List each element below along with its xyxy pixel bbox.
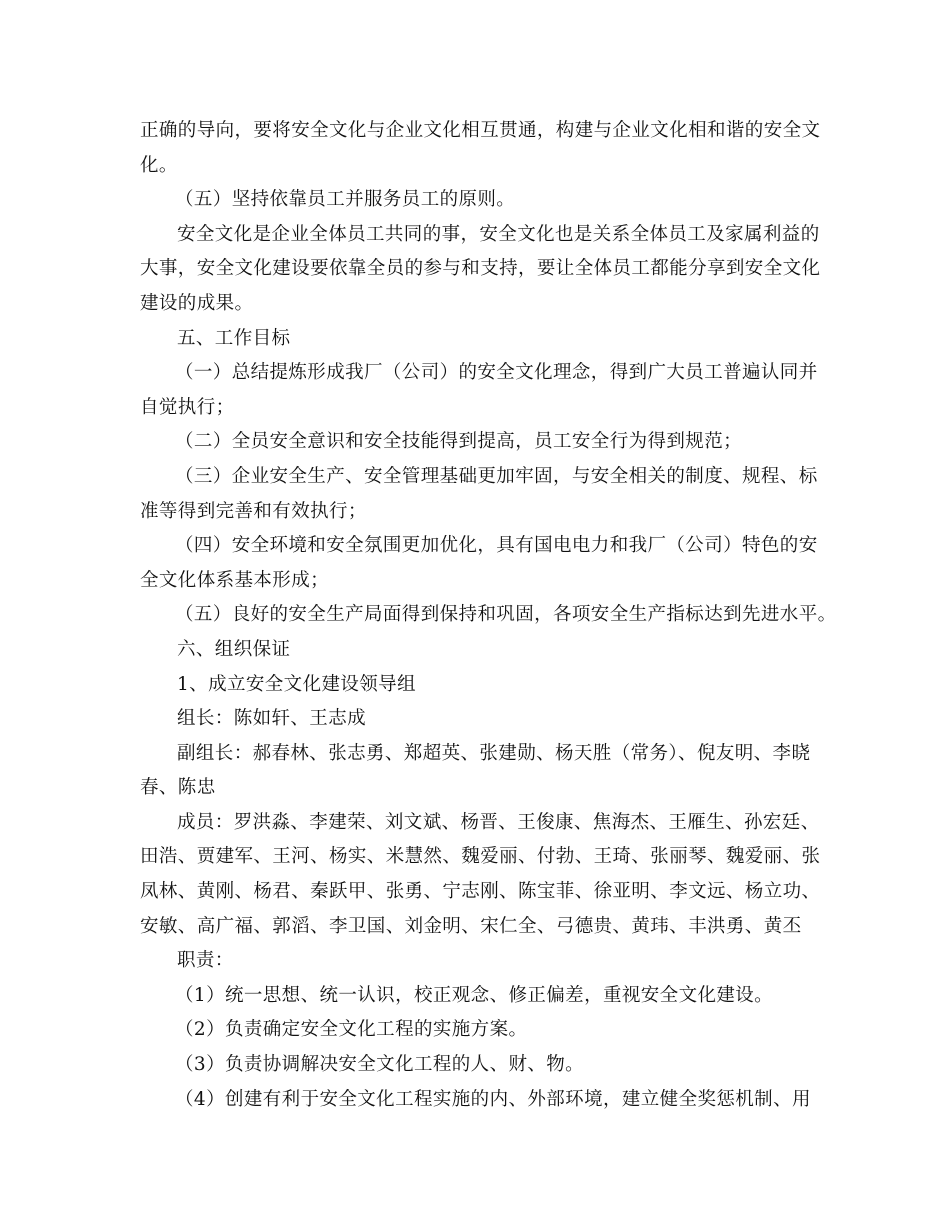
goal-item: （一）总结提炼形成我厂（公司）的安全文化理念，得到广大员工普遍认同并 bbox=[175, 362, 818, 384]
duty-item: （2）负责确定安全文化工程的实施方案。 bbox=[175, 1019, 528, 1041]
principle-heading: （五）坚持依靠员工并服务员工的原则。 bbox=[175, 189, 516, 211]
duties-heading: 职责： bbox=[177, 950, 234, 972]
goal-item: （三）企业安全生产、安全管理基础更加牢固，与安全相关的制度、规程、标 bbox=[175, 465, 818, 487]
section-heading-work-goals: 五、工作目标 bbox=[177, 327, 291, 349]
deputy-leader-line: 副组长：郝春林、张志勇、郑超英、张建勋、杨天胜（常务）、倪友明、李晓 bbox=[177, 742, 811, 764]
subsection-heading: 1、成立安全文化建设领导组 bbox=[177, 673, 416, 695]
body-line: 正确的导向，要将安全文化与企业文化相互贯通，构建与企业文化相和谐的安全文 bbox=[140, 120, 821, 141]
body-line: 安敏、高广福、郭滔、李卫国、刘金明、宋仁全、弓德贵、黄玮、丰洪勇、黄丕 bbox=[140, 915, 802, 937]
body-line: 安全文化是企业全体员工共同的事，安全文化也是关系全体员工及家属利益的 bbox=[177, 223, 820, 245]
duty-item: （1）统一思想、统一认识，校正观念、修正偏差，重视安全文化建设。 bbox=[175, 984, 774, 1006]
body-line: 建设的成果。 bbox=[140, 292, 254, 314]
goal-item: （四）安全环境和安全氛围更加优化，具有国电电力和我厂（公司）特色的安 bbox=[175, 535, 818, 557]
body-line: 大事，安全文化建设要依靠全员的参与和支持，要让全体员工都能分享到安全文化 bbox=[140, 258, 821, 280]
body-line: 自觉执行； bbox=[140, 396, 235, 418]
section-heading-organization: 六、组织保证 bbox=[177, 638, 291, 660]
goal-item: （二）全员安全意识和安全技能得到提高，员工安全行为得到规范； bbox=[175, 431, 743, 453]
body-line: 凤林、黄刚、杨君、秦跃甲、张勇、宁志刚、陈宝菲、徐亚明、李文远、杨立功、 bbox=[140, 881, 821, 903]
document-body bbox=[140, 114, 837, 1117]
leader-line: 组长：陈如轩、王志成 bbox=[177, 708, 367, 730]
body-line: 准等得到完善和有效执行； bbox=[140, 500, 367, 522]
body-line: 田浩、贾建军、王河、杨实、米慧然、魏爱丽、付勃、王琦、张丽琴、魏爱丽、张 bbox=[140, 846, 821, 868]
goal-item: （五）良好的安全生产局面得到保持和巩固，各项安全生产指标达到先进水平。 bbox=[175, 604, 837, 626]
members-line: 成员：罗洪淼、李建荣、刘文斌、杨晋、王俊康、焦海杰、王雁生、孙宏廷、 bbox=[177, 811, 820, 833]
body-line: 春、陈忠 bbox=[140, 777, 216, 799]
duty-item: （4）创建有利于安全文化工程实施的内、外部环境，建立健全奖惩机制、用 bbox=[175, 1088, 811, 1110]
body-line: 全文化体系基本形成； bbox=[140, 569, 330, 591]
body-line: 化。 bbox=[140, 154, 178, 176]
duty-item: （3）负责协调解决安全文化工程的人、财、物。 bbox=[175, 1054, 585, 1076]
